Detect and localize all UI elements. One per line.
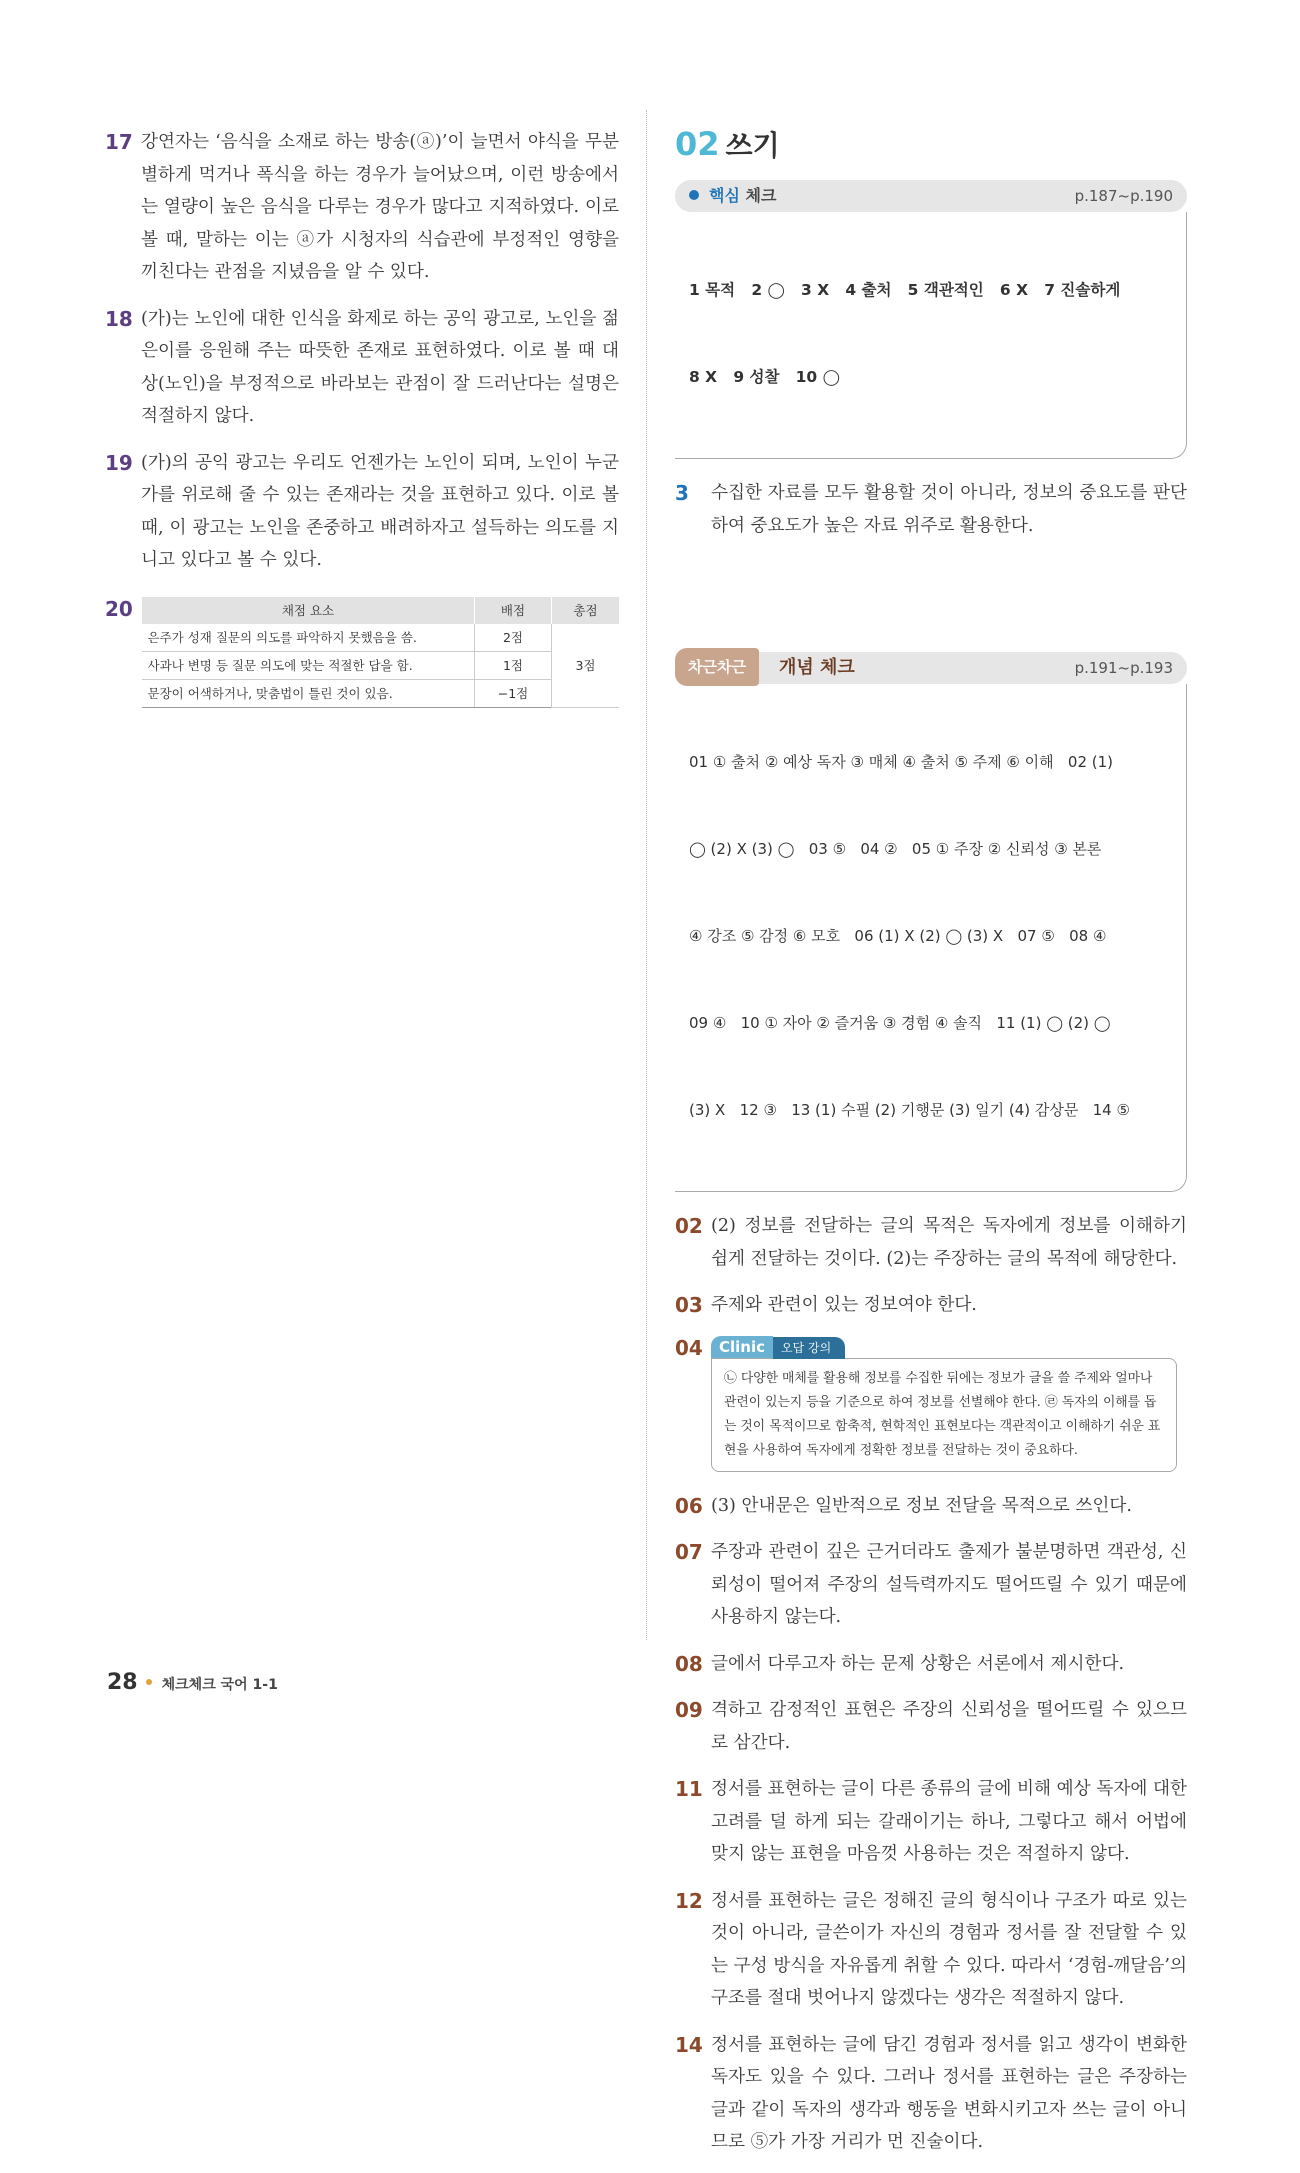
answer-09 <box>675 1694 1187 1759</box>
answer-17 <box>105 126 619 289</box>
question-number: 06 <box>675 1493 703 1518</box>
question-number: 18 <box>105 306 133 331</box>
right-column <box>675 126 1187 2173</box>
question-number: 02 <box>675 1214 703 1238</box>
question-number: 12 <box>675 1888 703 1913</box>
table-row <box>142 679 620 707</box>
answer-line: ◯ (2) X (3) ◯ 03 ⑤ 04 ② 05 ① 주장 ② 신뢰성 ③ 본론 <box>689 840 1102 858</box>
concept-check-answers <box>675 684 1187 1192</box>
answer-20 <box>105 597 619 708</box>
concept-check-header <box>675 652 1187 684</box>
answer-text: (가)의 공익 광고는 우리도 언젠가는 노인이 되며, 노인이 누군가를 위로해 줄 수 있는 존재라는 것을 표현하고 있다. 이로 볼 때, 이 광고는 노인을 존중하고 배려하자고 설득하는 의도를 지니고 있다고 볼 수 있다. <box>141 452 619 570</box>
answer-text: (2) 정보를 전달하는 글의 목적은 독자에게 정보를 이해하기 쉽게 전달하는 것이다. (2)는 주장하는 글의 목적에 해당한다. <box>711 1216 1187 1269</box>
table-row <box>142 651 620 679</box>
core-check-answers <box>675 212 1187 459</box>
page-number: 28 <box>107 1670 138 1695</box>
total-cell: 3점 <box>552 624 620 708</box>
answer-text: (가)는 노인에 대한 인식을 화제로 하는 공익 광고로, 노인을 젊은이를 응원해 주는 따뜻한 존재로 표현하였다. 이로 볼 때 대상(노인)을 부정적으로 바라보는 관점이 잘 드러난다는 설명은 적절하지 않다. <box>141 308 619 426</box>
answer-text: 격하고 감정적인 표현은 주장의 신뢰성을 떨어뜨릴 수 있으므로 삼간다. <box>711 1700 1187 1753</box>
answer-line: 09 ④ 10 ① 자아 ② 즐거움 ③ 경험 ④ 솔직 11 (1) ◯ (2) ◯ <box>689 1014 1111 1032</box>
table-row <box>142 624 620 652</box>
column-divider <box>646 110 647 1640</box>
question-number: 3 <box>675 481 689 505</box>
clinic-label <box>711 1336 845 1358</box>
left-column <box>105 126 619 708</box>
question-number: 03 <box>675 1293 703 1317</box>
question-number: 17 <box>105 130 133 154</box>
core-check-title: 체크 <box>745 186 777 205</box>
answer-text: 강연자는 ‘음식을 소재로 하는 방송(ⓐ)’이 늘면서 야식을 무분별하게 먹거나 폭식을 하는 경우가 늘어났으며, 이런 방송에서는 열량이 높은 음식을 다루는 경우가 많다고 지적하였다. 이로 볼 때, 말하는 이는 ⓐ가 시청자의 식습관에 부정적인 영향을 끼친다는 관점을 지녔음을 알 수 있다. <box>141 132 619 282</box>
answer-line: 8 X 9 성찰 10 ◯ <box>689 368 840 386</box>
question-number: 11 <box>675 1777 703 1801</box>
answer-text: 정서를 표현하는 글이 다른 종류의 글에 비해 예상 독자에 대한 고려를 덜 하게 되는 갈래이기는 하나, 그렇다고 해서 어법에 맞지 않는 표현을 마음껏 사용하는 것은 적절하지 않다. <box>711 1779 1187 1864</box>
clinic-box: ㉡ 다양한 매체를 활용해 정보를 수집한 뒤에는 정보가 글을 쓸 주제와 얼마나 관련이 있는지 등을 기준으로 하여 정보를 선별해야 한다. ㉣ 독자의 이해를 돕는 것이 목적이므로 함축적, 현학적인 표현보다는 객관적이고 이해하기 쉬운 표현을 사용하여 독자에게 정확한 정보를 전달하는 것이 중요하다. <box>711 1358 1177 1472</box>
answer-text: 정서를 표현하는 글에 담긴 경험과 정서를 읽고 생각이 변화한 독자도 있을 수 있다. 그러나 정서를 표현하는 글은 주장하는 글과 같이 독자의 생각과 행동을 변화시키고자 쓰는 글이 아니므로 ⑤가 가장 거리가 먼 진술이다. <box>711 2034 1187 2152</box>
section-heading <box>675 126 1187 162</box>
scoring-table <box>141 597 619 708</box>
page-footer <box>107 1670 278 1695</box>
answer-07 <box>675 1536 1187 1634</box>
answer-12 <box>675 1885 1187 2015</box>
column-header: 총점 <box>552 597 620 624</box>
section-number: 02 <box>675 125 720 163</box>
answer-14 <box>675 2029 1187 2159</box>
answer-02 <box>675 1210 1187 1275</box>
core-check-box <box>675 180 1187 459</box>
concept-check-box <box>675 652 1187 1192</box>
section-title: 쓰기 <box>725 129 780 162</box>
question-number: 04 <box>675 1335 703 1360</box>
bullet-icon <box>689 190 699 200</box>
criterion-cell: 문장이 어색하거나, 맞춤법이 틀린 것이 있음. <box>142 679 475 707</box>
answer-line: 1 목적 2 ◯ 3 X 4 출처 5 객관적인 6 X 7 진솔하게 <box>689 281 1121 299</box>
core-check-header <box>675 180 1187 212</box>
answer-text: 수집한 자료를 모두 활용할 것이 아니라, 정보의 중요도를 판단하여 중요도가 높은 자료 위주로 활용한다. <box>711 483 1187 536</box>
answer-line: 01 ① 출처 ② 예상 독자 ③ 매체 ④ 출처 ⑤ 주제 ⑥ 이해 02 (1) <box>689 753 1114 771</box>
answer-19 <box>105 447 619 577</box>
answer-06 <box>675 1490 1187 1523</box>
table-header-row <box>142 597 620 624</box>
points-cell: 1점 <box>475 651 552 679</box>
column-header: 배점 <box>475 597 552 624</box>
answer-text: 정서를 표현하는 글은 정해진 글의 형식이나 구조가 따로 있는 것이 아니라, 글쓴이가 자신의 경험과 정서를 잘 전달할 수 있는 구성 방식을 자유롭게 취할 수 있다. 따라서 ‘경험-깨달음’의 구조를 절대 벗어나지 않겠다는 생각은 적절하지 않다. <box>711 1890 1187 2008</box>
question-number: 07 <box>675 1540 703 1564</box>
concept-check-title: 개념 체크 <box>779 657 855 678</box>
answer-line: (3) X 12 ③ 13 (1) 수필 (2) 기행문 (3) 일기 (4) 감상문 14 ⑤ <box>689 1101 1130 1119</box>
answer-line: ④ 강조 ⑤ 감정 ⑥ 모호 06 (1) X (2) ◯ (3) X 07 ⑤ 08 ④ <box>689 927 1107 945</box>
answer-text: 주장과 관련이 깊은 근거더라도 출제가 불분명하면 객관성, 신뢰성이 떨어져 주장의 설득력까지도 떨어뜨릴 수 있기 때문에 사용하지 않는다. <box>711 1542 1187 1627</box>
answer-18 <box>105 303 619 433</box>
answer-text: 글에서 다루고자 하는 문제 상황은 서론에서 제시한다. <box>711 1653 1125 1674</box>
answer-text: (3) 안내문은 일반적으로 정보 전달을 목적으로 쓰인다. <box>711 1495 1132 1516</box>
core-check-title-highlight: 핵심 <box>709 186 740 205</box>
answer-11 <box>675 1773 1187 1871</box>
dot-icon <box>146 1679 152 1685</box>
criterion-cell: 사과나 변명 등 질문 의도에 맞는 적절한 답을 함. <box>142 651 475 679</box>
question-number: 09 <box>675 1698 703 1722</box>
question-number: 20 <box>105 596 133 621</box>
clinic-subtag: 오답 강의 <box>773 1337 845 1359</box>
answer-text: 주제와 관련이 있는 정보여야 한다. <box>711 1295 977 1315</box>
step-badge: 차근차근 <box>675 648 759 686</box>
criterion-cell: 은주가 성재 질문의 의도를 파악하지 못했음을 씀. <box>142 624 475 652</box>
page-range: p.191~p.193 <box>1074 659 1173 677</box>
question-number: 19 <box>105 450 133 475</box>
clinic-tag: Clinic <box>711 1336 773 1358</box>
page-range: p.187~p.190 <box>1074 187 1173 205</box>
answer-3 <box>675 477 1187 542</box>
question-number: 08 <box>675 1651 703 1676</box>
book-title: 체크체크 국어 1-1 <box>161 1677 278 1693</box>
answer-04 <box>675 1336 1187 1472</box>
points-cell: 2점 <box>475 624 552 652</box>
answer-08 <box>675 1648 1187 1681</box>
column-header: 채점 요소 <box>142 597 475 624</box>
question-number: 14 <box>675 2032 703 2057</box>
answer-03 <box>675 1289 1187 1322</box>
points-cell: −1점 <box>475 679 552 707</box>
